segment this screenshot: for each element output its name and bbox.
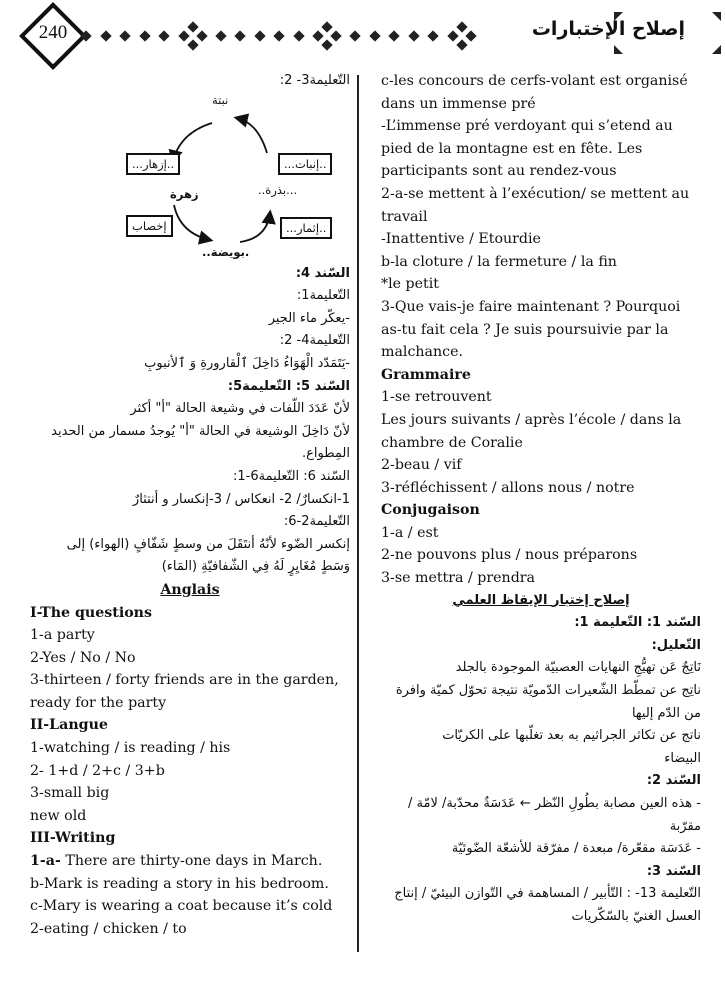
answer-line: وَسَطٍ مُغَايِرٍ لَهُ فِي الشّفافيّةِ (المَاء) xyxy=(161,559,350,575)
answer-line: as-tu fait cela ? Je suis poursuivie par la xyxy=(381,321,669,338)
answer-line: 1-a / est xyxy=(381,524,439,541)
diamond-icon xyxy=(312,30,323,41)
diamond-icon xyxy=(321,21,332,32)
answer-line: -يَتَمَدّد الْهَوَاءُ دَاخِلَ ٱلْقارورةِ وَ ٱلأنبوبِ xyxy=(144,355,350,371)
answer-line: ready for the party xyxy=(30,694,167,711)
answer-line: b-la cloture / la fermeture / la fin xyxy=(381,253,617,270)
arrow-bottom-right xyxy=(240,213,270,242)
answer-line: مقرّبة xyxy=(669,818,701,834)
writing-c: c-Mary is wearing a coat because it’s cold xyxy=(30,898,333,915)
section-heading: III-Writing xyxy=(30,830,116,847)
page-number: 240 xyxy=(38,22,68,43)
sanad-3-heading: السّند 3: xyxy=(646,863,701,879)
answer-line: Les jours suivants / après l’école / dans la xyxy=(381,411,682,428)
sanad-6-heading: السّند 6: التّعليمة6-1: xyxy=(233,468,350,484)
diamond-icon xyxy=(187,21,198,32)
diamond-icon xyxy=(456,39,467,50)
section-heading: Grammaire xyxy=(381,366,471,383)
diamond-icon xyxy=(187,39,198,50)
answer-line: 2-ne pouvons plus / nous préparons xyxy=(381,547,638,564)
answer-line: - عَدَسَة مقعّرة/ مبعدة / مفرّقة للأشعّة الضّوئيّة xyxy=(451,841,701,857)
instruction-4-2: التّعليمة4- 2: xyxy=(279,333,350,349)
diamond-icon xyxy=(321,39,332,50)
answer-line: نَاتِجٌ عَن تهيُّجِ النهايات العصبيّة الموجودة بالجلد xyxy=(455,660,701,676)
section-heading-anglais: Anglais xyxy=(160,581,220,598)
answer-line: 1-انكسارٌ/ 2- انعكاس / 3-إنكسار و أنتثارٌ xyxy=(132,491,350,507)
answer-line: إنكسر الضّوء لأنّهُ أنتَقَلَ من وسطٍ شَفّافٍ (الهواء) إلى xyxy=(66,536,350,552)
answer-line: البيضاء xyxy=(664,750,701,766)
left-column xyxy=(30,70,350,940)
box-fertilization: إخصاب xyxy=(126,215,173,237)
answer-line: 1-a party xyxy=(30,627,95,644)
answer-line: لأنّ دَاخِلَ الوشيعة في الحالة "أ" يُوجدُ مسمار من الحديد xyxy=(51,423,350,439)
diamond-icon xyxy=(119,30,130,41)
column-divider xyxy=(357,75,359,952)
answer-line: - هذه العين مصابة بطُولِ النّظر ← عَدَسَةٌ محدّبة/ لامّة / xyxy=(408,796,701,811)
diamond-icon xyxy=(408,30,419,41)
writing-1a-text: There are thirty-one days in March. xyxy=(60,853,323,870)
answer-line: لأنّ عَدَدَ اللّفات في وشيعة الحالة "أ" أكثر xyxy=(130,401,350,417)
right-column xyxy=(381,70,701,929)
writing-b: b-Mark is reading a story in his bedroom. xyxy=(30,875,329,892)
answer-line: chambre de Coralie xyxy=(381,434,523,451)
instruction-3-2: التّعليمة3- 2: xyxy=(279,73,350,88)
plant-life-cycle-diagram xyxy=(30,92,350,259)
section-heading: Conjugaison xyxy=(381,502,480,519)
answer-line: 3-se mettra / prendra xyxy=(381,570,536,587)
answer-line: العسل الغنيّ بالسّكّريات xyxy=(571,908,701,924)
label-seed: ...بذرة.. xyxy=(258,182,298,197)
section-heading: I-The questions xyxy=(30,604,152,621)
answer-line: c-les concours de cerfs-volant est organisé xyxy=(381,73,688,89)
answer-line: 2-a-se mettent à l’exécution/ se mettent au xyxy=(381,185,690,202)
answer-line: ناتج عن تكاثر الجراثيم به بعد تغلّبها على الكريّات xyxy=(442,728,701,744)
answer-line: pied de la montagne est en fête. Les xyxy=(381,140,643,157)
answer-line: 3-Que vais-je faire maintenant ? Pourquoi xyxy=(381,298,681,315)
diamond-icon xyxy=(273,30,284,41)
label-flower: زهرة xyxy=(170,186,199,201)
answer-line: *le petit xyxy=(381,276,439,293)
sanad-4-heading: السّند 4: xyxy=(295,265,350,281)
answer-line: 1-se retrouvent xyxy=(381,389,492,406)
answer-line: new old xyxy=(30,807,87,824)
diamond-icon xyxy=(369,30,380,41)
answer-line: 1-watching / is reading / his xyxy=(30,740,231,757)
diamond-icon xyxy=(349,30,360,41)
french-answers xyxy=(381,70,701,590)
answer-line: 2-beau / vif xyxy=(381,457,462,474)
sanad-5-heading: السّند 5: التّعليمة5: xyxy=(227,378,350,394)
answer-line: travail xyxy=(381,208,428,225)
diamond-icon xyxy=(234,30,245,41)
corner-mark-icon xyxy=(712,12,721,21)
diamond-icon xyxy=(330,30,341,41)
answer-line: dans un immense pré xyxy=(381,95,536,112)
corner-mark-icon xyxy=(712,45,721,54)
diamond-icon xyxy=(100,30,111,41)
writing-2: 2-eating / chicken / to xyxy=(30,920,187,937)
diamond-icon xyxy=(447,30,458,41)
diamond-icon xyxy=(196,30,207,41)
answer-line: التّعليمة 13- : التّأبير / المساهمة في التّوازن البيئيّ / إنتاج xyxy=(394,886,701,902)
box-flowering: ..إزهار... xyxy=(126,153,180,175)
instruction-1: التّعليمة1: xyxy=(296,288,350,304)
answer-line: 3-réfléchissent / allons nous / notre xyxy=(381,479,635,496)
box-fruiting: ..إثمار... xyxy=(280,217,332,239)
instruction-6-2: التّعليمة2-6: xyxy=(283,514,350,530)
box-germination: ..إنبات... xyxy=(278,153,332,175)
label-seedling: نبتة xyxy=(212,92,229,107)
answer-line: 3-small big xyxy=(30,785,110,802)
diamond-icon xyxy=(158,30,169,41)
answer-line: -L’immense pré verdoyant qui s’etend au xyxy=(381,118,673,135)
answer-line: participants sont au rendez-vous xyxy=(381,163,617,180)
writing-1a xyxy=(30,850,350,873)
diamond-icon xyxy=(456,21,467,32)
arrow-top-right xyxy=(237,118,267,153)
answer-line: 2- 1+d / 2+c / 3+b xyxy=(30,762,165,779)
diamond-icon xyxy=(178,30,189,41)
answer-line: من الدّم إليها xyxy=(631,705,701,721)
science-section-title: إصلاح إختبار الإيقاظ العلمي xyxy=(452,592,630,608)
writing-1a-label: 1-a- xyxy=(30,853,61,870)
answer-line: 3-thirteen / forty friends are in the garden, xyxy=(30,672,339,689)
diamond-icon xyxy=(139,30,150,41)
diamond-icon xyxy=(254,30,265,41)
answer-line: -يعكّر ماء الجير xyxy=(268,310,350,326)
justification-heading: التّعليل: xyxy=(651,637,701,653)
answer-line: المِطواع. xyxy=(302,446,350,462)
sanad-1-heading: السّند 1: التّعليمة 1: xyxy=(574,615,701,631)
english-answers xyxy=(30,602,350,851)
diamond-icon xyxy=(427,30,438,41)
page-title: إصلاح الإختبارات xyxy=(531,18,685,40)
diamond-icon xyxy=(465,30,476,41)
answer-line: malchance. xyxy=(381,344,463,361)
answer-line: 2-Yes / No / No xyxy=(30,649,136,666)
answer-line: -Inattentive / Etourdie xyxy=(381,231,541,248)
arrow-bottom-left xyxy=(174,205,210,240)
diamond-icon xyxy=(215,30,226,41)
answer-line: ناتِج عن تمطّط الشّعيرات الدّمويّة نتيجة تحوّل كميّة وافرة xyxy=(395,683,701,699)
sanad-2-heading: السّند 2: xyxy=(646,773,701,789)
label-ovule: .بويضة.. xyxy=(202,244,250,259)
page-header xyxy=(0,0,725,66)
section-heading: II-Langue xyxy=(30,717,108,734)
corner-mark-icon xyxy=(614,45,623,54)
diamond-icon xyxy=(388,30,399,41)
diamond-icon xyxy=(293,30,304,41)
